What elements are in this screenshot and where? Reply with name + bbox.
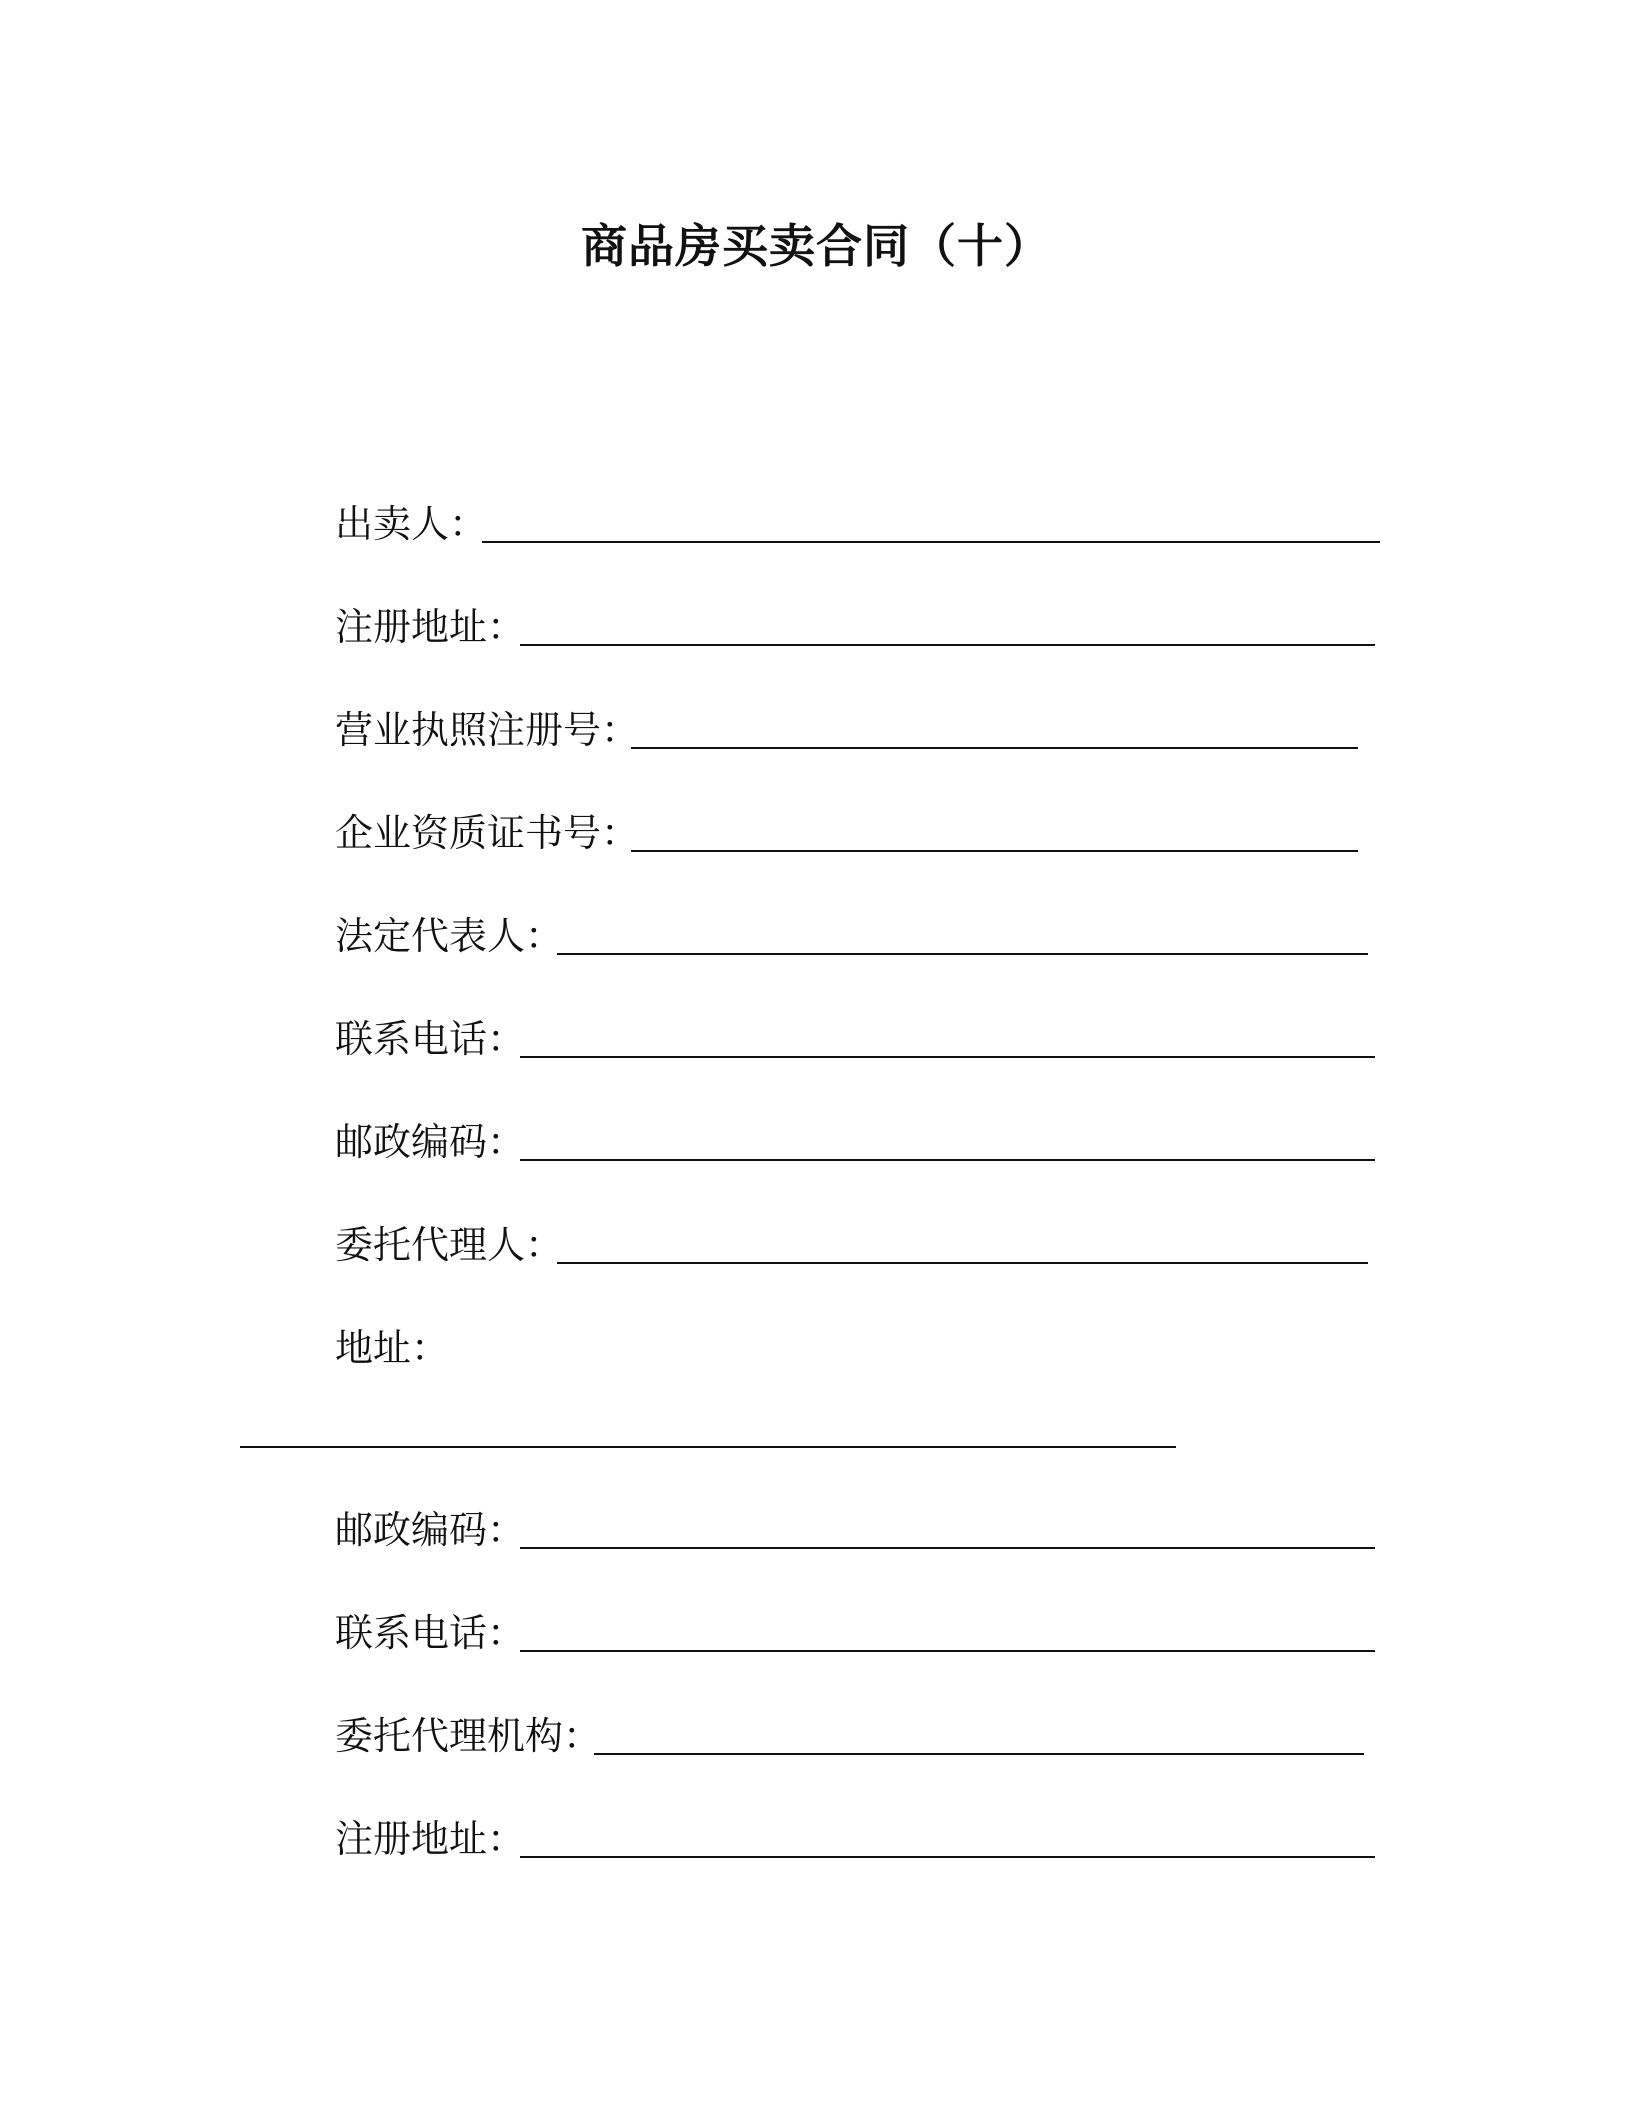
field-label: 联系电话： [335,1611,526,1655]
field-authorized-agent [335,1215,563,1275]
field-registered-address-2 [335,1809,525,1869]
field-label: 企业资质证书号： [335,811,640,855]
field-label: 出卖人： [335,502,488,546]
field-label: 注册地址： [335,1817,526,1861]
blank-line[interactable] [557,953,1368,955]
field-business-license-no [335,700,639,760]
field-label: 营业执照注册号： [335,708,640,752]
field-registered-address [335,597,525,657]
document-title: 商品房买卖合同（十） [581,219,1051,273]
field-qualification-cert-no [335,803,639,863]
field-postal-code-2 [335,1500,525,1560]
field-label: 联系电话： [335,1017,526,1061]
blank-line[interactable] [631,747,1358,749]
field-phone-2 [335,1603,525,1663]
field-label: 地址： [335,1326,450,1370]
field-seller [335,494,487,554]
field-phone [335,1009,525,1069]
field-address [335,1318,449,1378]
field-postal-code [335,1112,525,1172]
blank-line[interactable] [520,1547,1375,1549]
field-agency [335,1706,601,1766]
field-label: 邮政编码： [335,1120,526,1164]
field-label: 邮政编码： [335,1508,526,1552]
blank-line[interactable] [520,1159,1375,1161]
field-label: 委托代理机构： [335,1714,602,1758]
field-label: 法定代表人： [335,914,564,958]
blank-line[interactable] [520,644,1375,646]
blank-line[interactable] [520,1650,1375,1652]
blank-line[interactable] [557,1262,1368,1264]
address-blank-line[interactable] [240,1446,1176,1448]
blank-line[interactable] [520,1856,1375,1858]
blank-line[interactable] [594,1753,1364,1755]
field-label: 委托代理人： [335,1223,564,1267]
blank-line[interactable] [631,850,1358,852]
field-legal-representative [335,906,563,966]
field-label: 注册地址： [335,605,526,649]
blank-line[interactable] [482,541,1380,543]
blank-line[interactable] [520,1056,1375,1058]
